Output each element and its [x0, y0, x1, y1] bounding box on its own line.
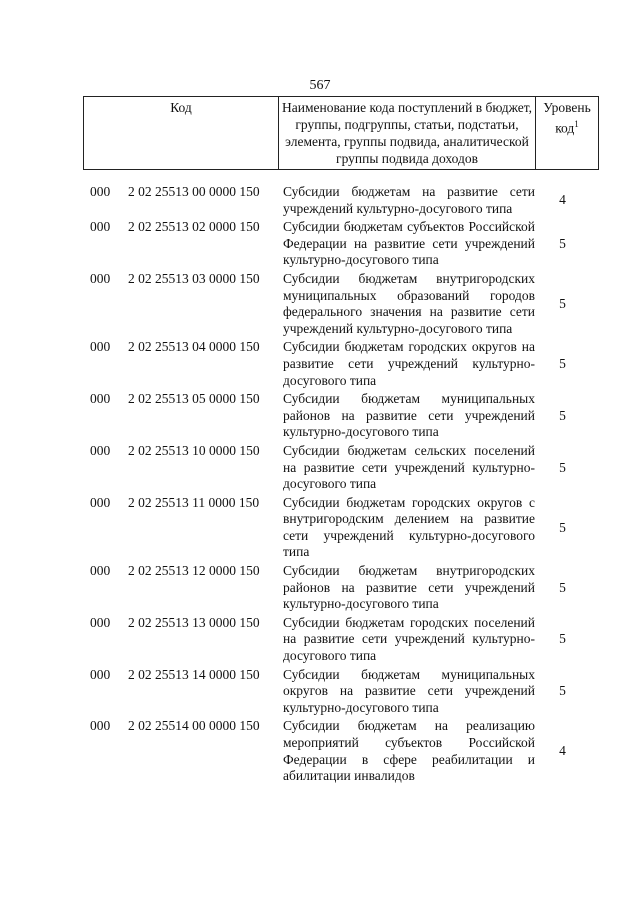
header-name	[279, 97, 536, 170]
table-row	[90, 615, 590, 665]
level-value: 5	[559, 631, 566, 647]
table-body	[90, 184, 590, 787]
income-name: Субсидии бюджетам внутригородских районов на развитие сети учреждений культурно-досугового типа	[283, 563, 535, 612]
income-name: Субсидии бюджетам городских поселений на развитие сети учреждений культурно-досугового типа	[283, 614, 535, 664]
table-row	[90, 443, 590, 493]
income-code: 2 02 25513 11 0000 150	[128, 494, 260, 510]
income-name: Субсидии бюджетам внутригородских муниципальных образований городов федерального значения на развитие сети учреждений культурно-досугового типа	[283, 270, 535, 336]
income-name: Субсидии бюджетам сельских поселений на развитие сети учреждений культурно-досугового типа	[283, 442, 535, 492]
income-code: 2 02 25513 04 0000 150	[128, 339, 260, 355]
admin-code: 000	[90, 442, 111, 458]
admin-code: 000	[90, 614, 111, 630]
admin-code: 000	[90, 391, 111, 407]
header-level	[536, 97, 599, 170]
admin-code: 000	[90, 339, 111, 355]
table-row	[90, 718, 590, 784]
income-code: 2 02 25513 12 0000 150	[128, 563, 260, 579]
table-row	[90, 271, 590, 337]
income-code: 2 02 25513 14 0000 150	[128, 666, 260, 682]
table-row	[90, 563, 590, 613]
table-row	[90, 391, 590, 441]
header-level-label: Уровень код	[543, 100, 591, 136]
page-number: 567	[309, 78, 331, 93]
level-value: 5	[559, 407, 566, 423]
header-level-footnote: 1	[574, 119, 579, 129]
income-name: Субсидии бюджетам муниципальных районов на развитие сети учреждений культурно-досугового типа	[283, 391, 535, 440]
table-row	[90, 339, 590, 389]
header-code	[84, 97, 279, 170]
admin-code: 000	[90, 666, 111, 682]
level-value: 5	[559, 459, 566, 475]
table-row	[90, 219, 590, 269]
table-row	[90, 667, 590, 717]
admin-code: 000	[90, 494, 111, 510]
table-row	[90, 184, 590, 217]
income-name: Субсидии бюджетам субъектов Российской Федерации на развитие сети учреждений культурно-досугового типа	[283, 219, 535, 268]
level-value: 4	[559, 192, 566, 208]
admin-code: 000	[90, 184, 111, 199]
header-name-label: Наименование кода поступлений в бюджет, группы, подгруппы, статьи, подстатьи, элемента, группы подвида, аналитической группы подвида доходов	[282, 100, 533, 166]
income-name: Субсидии бюджетам городских округов с внутригородским делением на развитие сети учреждений культурно-досугового типа	[283, 494, 535, 560]
level-value: 4	[559, 743, 566, 759]
income-code: 2 02 25513 13 0000 150	[128, 614, 260, 630]
income-code: 2 02 25513 05 0000 150	[128, 391, 260, 407]
income-code: 2 02 25513 03 0000 150	[128, 270, 260, 286]
admin-code: 000	[90, 270, 111, 286]
income-code: 2 02 25513 02 0000 150	[128, 219, 260, 235]
table-header	[83, 96, 599, 170]
level-value: 5	[559, 579, 566, 595]
level-value: 5	[559, 295, 566, 311]
admin-code: 000	[90, 219, 111, 235]
level-value: 5	[559, 683, 566, 699]
income-code: 2 02 25514 00 0000 150	[128, 718, 260, 734]
income-name: Субсидии бюджетам на развитие сети учреждений культурно-досугового типа	[283, 184, 535, 216]
income-name: Субсидии бюджетам городских округов на развитие сети учреждений культурно-досугового типа	[283, 339, 535, 388]
level-value: 5	[559, 355, 566, 371]
level-value: 5	[559, 519, 566, 535]
income-name: Субсидии бюджетам муниципальных округов на развитие сети учреждений культурно-досугового типа	[283, 666, 535, 715]
income-name: Субсидии бюджетам на реализацию мероприятий субъектов Российской Федерации в сфере реабилитации и абилитации инвалидов	[283, 718, 535, 784]
header-code-label: Код	[170, 100, 192, 115]
level-value: 5	[559, 235, 566, 251]
admin-code: 000	[90, 718, 111, 734]
income-code: 2 02 25513 10 0000 150	[128, 442, 260, 458]
income-code: 2 02 25513 00 0000 150	[128, 184, 260, 199]
table-row	[90, 495, 590, 561]
admin-code: 000	[90, 563, 111, 579]
